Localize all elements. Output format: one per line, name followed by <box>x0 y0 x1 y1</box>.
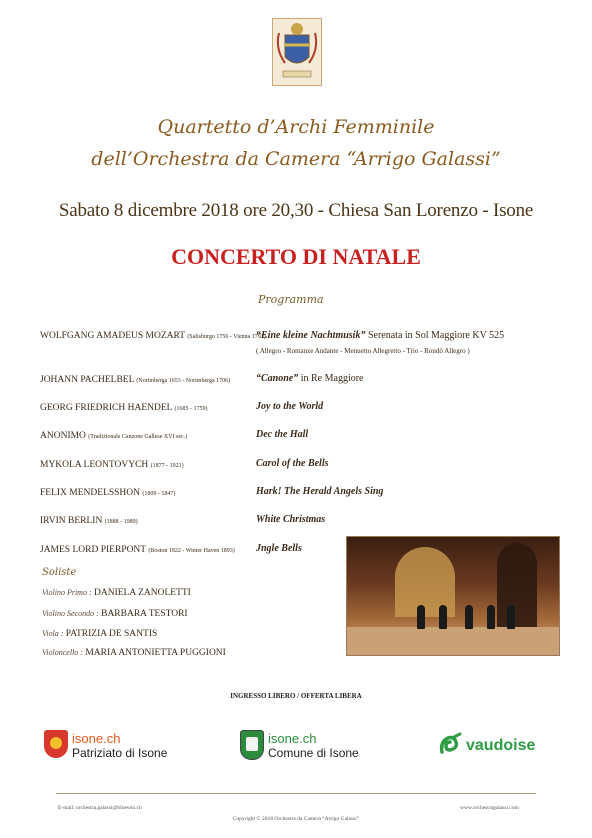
piece-title: “Eine kleine Nachtmusik” <box>256 330 366 341</box>
comune-name: Comune di Isone <box>268 746 359 760</box>
event-info: Sabato 8 dicembre 2018 ore 20,30 - Chiesa San Lorenzo - Isone <box>58 200 534 221</box>
composer-name: GEORG FRIEDRICH HAENDEL <box>40 403 173 413</box>
soloist-row <box>42 648 226 658</box>
composer-dates: (Norimberga 1653 - Norimberga 1706) <box>136 378 231 384</box>
composer-dates: (Boston 1822 - Winter Haven 1893) <box>148 548 235 554</box>
piece-row <box>256 543 302 554</box>
soloist-role: Violino Primo : <box>42 588 92 597</box>
musician-figure <box>487 605 495 629</box>
soloist-name: BARBARA TESTORI <box>101 609 188 619</box>
musician-figure <box>439 605 447 629</box>
piece-detail: Serenata in Sol Maggiore KV 525 <box>367 330 505 341</box>
composer-row <box>40 431 187 441</box>
piece-row <box>256 486 383 497</box>
piece-title: Jngle Bells <box>256 543 302 554</box>
soloist-role: Violoncello : <box>42 648 83 657</box>
patriziato-name: Patriziato di Isone <box>72 746 168 760</box>
church-concert-photo <box>346 536 560 656</box>
composer-row <box>40 403 208 413</box>
soloist-role: Viola : <box>42 629 64 638</box>
ensemble-title-line1: Quartetto d’Archi Femminile <box>157 116 435 138</box>
composer-dates: (1877 - 1921) <box>150 463 184 469</box>
piece-title: White Christmas <box>256 514 326 525</box>
piece-row <box>256 401 323 412</box>
composer-dates: (Salisburgo 1756 - Vienna 1791) <box>187 334 266 340</box>
soloist-name: PATRIZIA DE SANTIS <box>65 629 158 639</box>
piece-title: Carol of the Bells <box>256 458 329 469</box>
soloist-row <box>42 629 157 639</box>
composer-row <box>40 516 138 526</box>
composer-row <box>40 488 175 498</box>
soloist-row <box>42 588 191 598</box>
soloist-row <box>42 609 188 619</box>
vaudoise-logo-icon <box>438 732 462 756</box>
musician-figure <box>465 605 473 629</box>
patriziato-shield-icon <box>44 730 68 758</box>
entry-note: INGRESSO LIBERO / OFFERTA LIBERA <box>230 692 362 700</box>
composer-row <box>40 545 235 555</box>
musician-figure <box>417 605 425 629</box>
piece-row <box>256 330 504 341</box>
footer-website: www.orchestragalassi.com <box>460 805 519 811</box>
composer-row <box>40 375 230 385</box>
piece-detail: in Re Maggiore <box>300 373 364 384</box>
composer-dates: (Tradizionale Canzone Gallese XVI sec.) <box>88 434 188 440</box>
piece-title: “Canone” <box>256 373 299 384</box>
composer-row <box>40 331 266 341</box>
composer-name: ANONIMO <box>40 431 86 441</box>
piece-movements: ( Allegro - Romanze Andante - Menuetto Allegretto - Trio - Rondò Allegro ) <box>256 347 470 355</box>
composer-name: MYKOLA LEONTOVYCH <box>40 460 149 470</box>
piece-title: Hark! The Herald Angels Sing <box>256 486 384 497</box>
piece-row <box>256 458 329 469</box>
soloist-name: MARIA ANTONIETTA PUGGIONI <box>85 648 226 658</box>
footer-email: E-mail: orchestra.galassi@bluewin.ch <box>58 805 142 811</box>
footer-copyright: Copyright © 2018 Orchestra da Camera “Arrigo Galassi” <box>232 816 360 822</box>
soloist-name: DANIELA ZANOLETTI <box>94 588 191 598</box>
concert-title: CONCERTO DI NATALE <box>171 244 421 269</box>
soloist-role: Violino Secondo : <box>42 609 99 618</box>
composer-name: JAMES LORD PIERPONT <box>40 545 146 555</box>
piece-row <box>256 429 308 440</box>
ensemble-title-line2: dell’Orchestra da Camera “Arrigo Galassi” <box>91 148 501 170</box>
composer-name: FELIX MENDELSSHON <box>40 488 141 498</box>
coat-of-arms-icon <box>272 18 322 86</box>
piece-row <box>256 373 364 384</box>
comune-shield-icon <box>240 730 264 760</box>
patriziato-site: isone.ch <box>72 731 121 746</box>
footer-divider <box>56 793 536 794</box>
program-heading: Programma <box>258 293 324 306</box>
piece-title: Joy to the World <box>256 401 324 412</box>
piece-title: Dec the Hall <box>256 429 309 440</box>
composer-name: WOLFGANG AMADEUS MOZART <box>40 331 185 341</box>
piece-row <box>256 514 325 525</box>
soloists-heading: Soliste <box>42 567 77 578</box>
musician-figure <box>507 605 515 629</box>
vaudoise-name: vaudoise <box>466 737 536 754</box>
comune-site: isone.ch <box>268 731 317 746</box>
composer-name: IRVIN BERLIN <box>40 516 103 526</box>
church-floor <box>347 627 559 655</box>
composer-name: JOHANN PACHELBEL <box>40 375 135 385</box>
composer-dates: (1888 - 1989) <box>104 519 138 525</box>
composer-row <box>40 460 184 470</box>
composer-dates: (1809 - 1847) <box>142 491 176 497</box>
composer-dates: (1685 - 1759) <box>174 406 208 412</box>
